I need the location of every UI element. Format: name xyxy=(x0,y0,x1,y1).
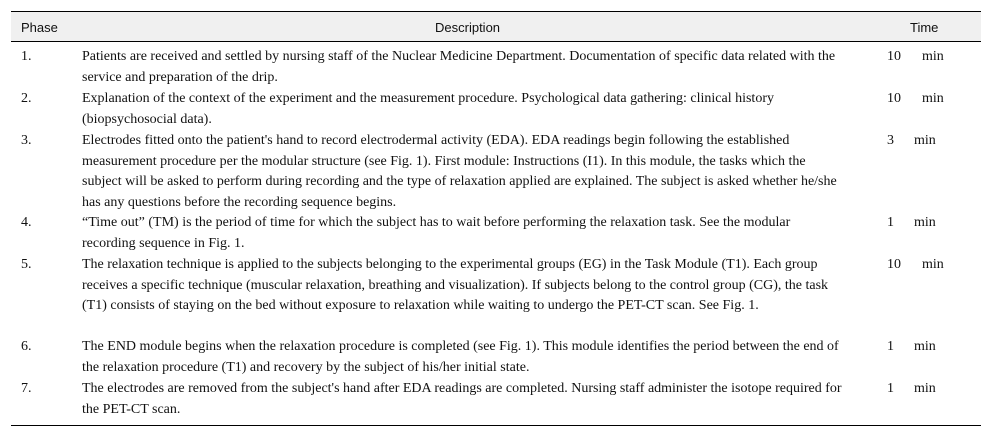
description-cell: The END module begins when the relaxation procedure is completed (see Fig. 1). This module identifies the period between the end of the relaxation procedure (T1) and recovery by the subject of his/her initial state. xyxy=(82,339,839,375)
table-row xyxy=(11,337,981,379)
description-cell: The relaxation technique is applied to the subjects belonging to the experimental groups (EG) in the Task Module (T1). Each group receives a specific technique (muscular relaxation, breathing and visualization). If subjects belong to the control group (CG), the task (T1) consists of staying on the bed without exposure to relaxation while waiting to undergo the PET-CT scan. See Fig. 1. xyxy=(82,257,829,313)
header-time: Time xyxy=(910,20,939,35)
time-value: 1 xyxy=(887,381,894,396)
time-unit: min xyxy=(922,49,944,64)
phase-cell: 1. xyxy=(21,49,32,64)
phase-cell: 2. xyxy=(21,91,32,106)
time-unit: min xyxy=(922,91,944,106)
procedure-table xyxy=(11,11,981,426)
table-row xyxy=(11,47,981,89)
description-cell: Explanation of the context of the experiment and the measurement procedure. Psychological data gathering: clinical history (biopsychosocial data). xyxy=(82,91,774,127)
table-row xyxy=(11,379,981,425)
phase-cell: 6. xyxy=(21,339,32,354)
table-row xyxy=(11,213,981,255)
time-unit: min xyxy=(922,257,944,272)
phase-cell: 3. xyxy=(21,133,32,148)
time-unit: min xyxy=(914,339,936,354)
time-value: 10 xyxy=(887,257,901,272)
phase-cell: 4. xyxy=(21,215,32,230)
description-cell: “Time out” (TM) is the period of time for which the subject has to wait before performing the relaxation task. See the modular recording sequence in Fig. 1. xyxy=(82,215,791,251)
header-phase: Phase xyxy=(21,20,58,35)
description-cell: Patients are received and settled by nursing staff of the Nuclear Medicine Department. Documentation of specific data related with the service and preparation of the drip. xyxy=(82,49,836,85)
table-row xyxy=(11,131,981,213)
table-header xyxy=(11,12,981,42)
header-description: Description xyxy=(435,20,501,35)
table-row xyxy=(11,255,981,337)
time-unit: min xyxy=(914,215,936,230)
time-value: 10 xyxy=(887,49,901,64)
time-value: 1 xyxy=(887,215,894,230)
time-value: 10 xyxy=(887,91,901,106)
table-row xyxy=(11,89,981,131)
description-cell: Electrodes fitted onto the patient's hand to record electrodermal activity (EDA). EDA readings begin following the established measurement procedure per the modular structure (see Fig. 1). First module: Instructions (I1). In this module, the tasks which the subject will be asked to perform during recording and the type of relaxation applied are explained. The subject is asked whether he/she has any questions before the recording sequence begins. xyxy=(82,133,837,210)
phase-cell: 7. xyxy=(21,381,32,396)
time-value: 1 xyxy=(887,339,894,354)
time-unit: min xyxy=(914,133,936,148)
time-value: 3 xyxy=(887,133,894,148)
time-unit: min xyxy=(914,381,936,396)
description-cell: The electrodes are removed from the subject's hand after EDA readings are completed. Nursing staff administer the isotope required for the PET-CT scan. xyxy=(82,381,842,417)
phase-cell: 5. xyxy=(21,257,32,272)
